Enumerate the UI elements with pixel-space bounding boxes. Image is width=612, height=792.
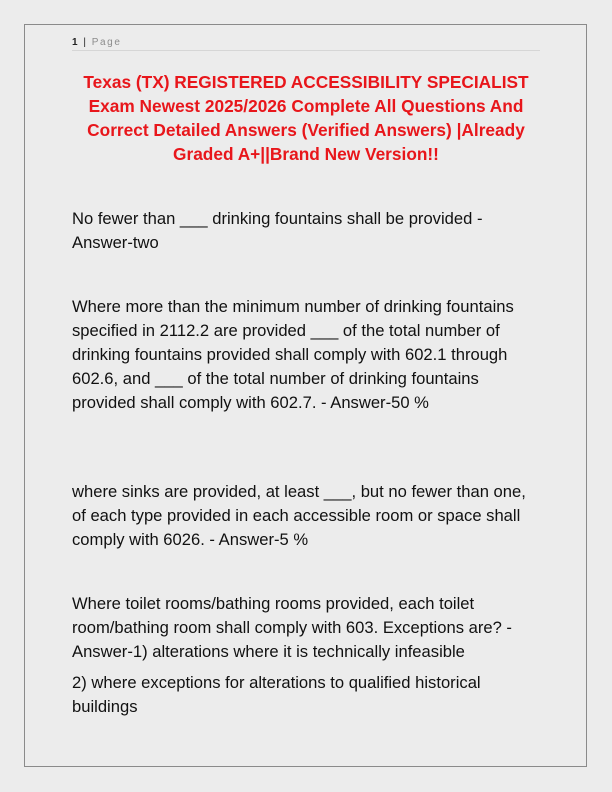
page-header	[72, 36, 540, 51]
qa-paragraph-5: 2) where exceptions for alterations to qualified historical buildings	[72, 673, 481, 716]
qa-paragraph-4: Where toilet rooms/bathing rooms provided, each toilet room/bathing room shall comply with 603. Exceptions are? - Answer-1) alterations where it is technically infeasible	[72, 594, 512, 661]
qa-paragraph-1: No fewer than ___ drinking fountains shall be provided - Answer-two	[72, 209, 483, 252]
document-title: Texas (TX) REGISTERED ACCESSIBILITY SPECIALIST Exam Newest 2025/2026 Complete All Questions And Correct Detailed Answers (Verified Answers) |Already Graded A+||Brand New Version!!	[83, 72, 529, 164]
page-number: 1	[72, 37, 78, 48]
page-label: Page	[91, 37, 122, 48]
page-separator: |	[83, 37, 86, 48]
qa-paragraph-3: where sinks are provided, at least ___, but no fewer than one, of each type provided in each accessible room or space shall comply with 6026. - Answer-5 %	[72, 482, 526, 549]
qa-paragraph-2: Where more than the minimum number of drinking fountains specified in 2112.2 are provided ___ of the total number of drinking fountains provided shall comply with 602.1 through 602.6, and ___ of the total number of drinking fountains provided shall comply with 602.7. - Answer-50 %	[72, 297, 514, 412]
